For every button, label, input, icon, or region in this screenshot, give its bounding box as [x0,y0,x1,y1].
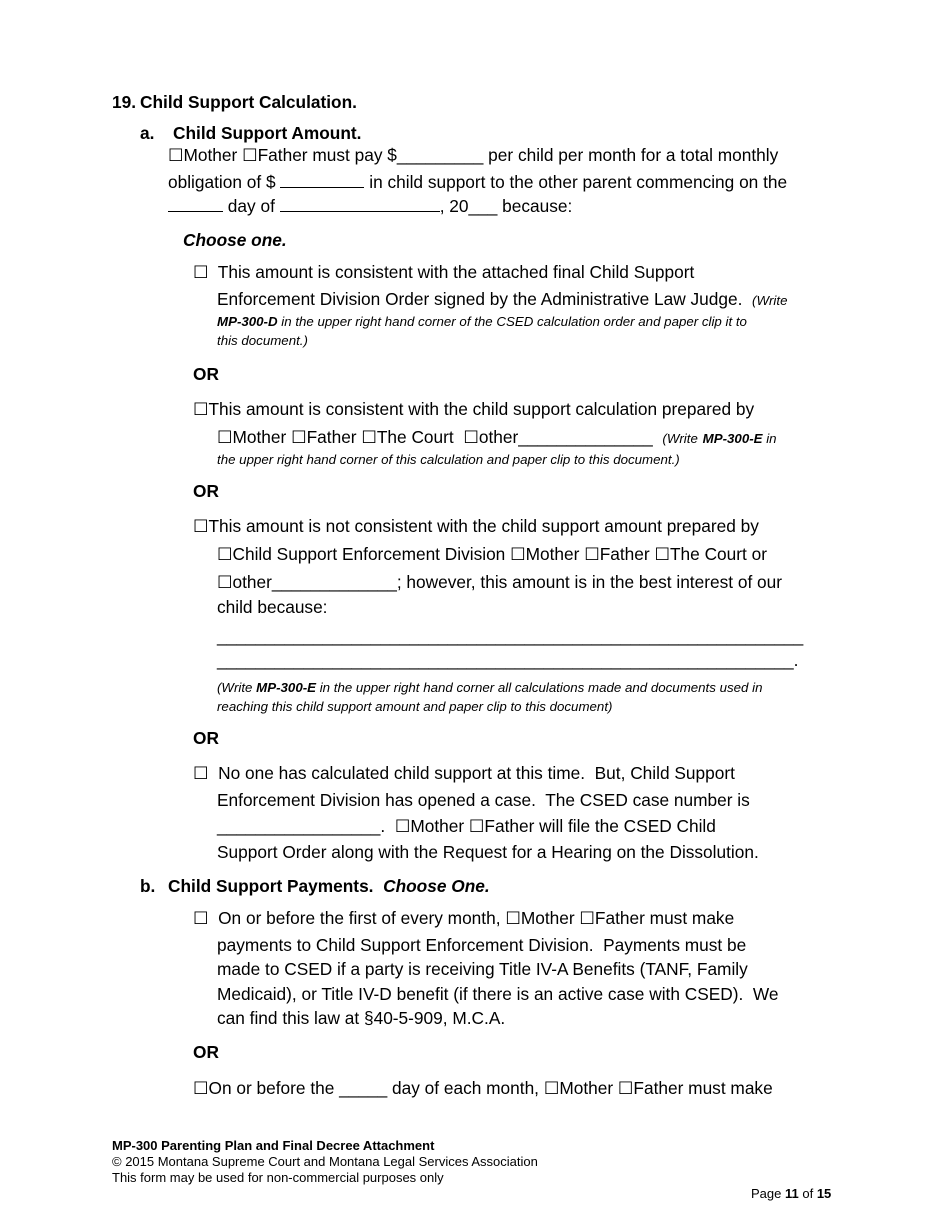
payment-option1-line1: ☐ On or before the first of every month, ☐Mother ☐Father must make [193,908,735,929]
payment-option2-line1: ☐On or before the _____ day of each month, ☐Mother ☐Father must make [193,1078,773,1099]
option3-other-checkbox[interactable]: ☐ [217,573,233,593]
option4-line2: Enforcement Division has opened a case. The CSED case number is [217,790,750,810]
option3-reason-blank-2[interactable]: ____________________________________________________________. [217,650,799,670]
payment-option1-mother-checkbox[interactable]: ☐ [505,909,521,929]
option4-father-checkbox[interactable]: ☐ [468,817,485,837]
payment-option1-checkbox[interactable]: ☐ [193,909,209,929]
commence-year-blank[interactable]: ___ [468,196,498,216]
or-label-2: OR [193,481,219,501]
payment-option2-father-checkbox[interactable]: ☐ [617,1079,634,1099]
part-b-title: Child Support Payments. [168,876,374,896]
option2-line2: ☐Mother ☐Father ☐The Court ☐other______________ (Write MP-300-E in [217,427,777,448]
option4-line3: _________________. ☐Mother ☐Father will file the CSED Child [217,816,716,837]
option2-line1: ☐This amount is consistent with the child support calculation prepared by [193,399,755,420]
part-b-heading [168,876,490,896]
amount-line-1: ☐Mother ☐Father must pay $_________ per child per month for a total monthly [168,145,779,166]
or-label-3: OR [193,728,219,748]
payment-option1-line2: payments to Child Support Enforcement Division. Payments must be [217,935,747,955]
footer-form-title: MP-300 Parenting Plan and Final Decree Attachment [112,1138,435,1153]
option4-mother-checkbox[interactable]: ☐ [394,817,411,837]
payment-option1-line5: can find this law at §40-5-909, M.C.A. [217,1008,506,1028]
part-b-choose-one: Choose One. [383,876,490,896]
commence-day-blank[interactable] [168,196,223,212]
option2-court-checkbox[interactable]: ☐ [361,428,377,448]
footer-usage: This form may be used for non-commercial purposes only [112,1170,444,1185]
option3-reason-blank-1[interactable]: _____________________________________________________________ [217,626,804,646]
option3-checkbox[interactable]: ☐ [193,517,209,537]
option3-line4: child because: [217,597,328,617]
total-obligation-blank[interactable] [280,172,364,188]
option3-note: (Write MP-300-E in the upper right hand corner all calculations made and documents used in [217,680,763,695]
payment-option2-mother-checkbox[interactable]: ☐ [543,1079,560,1099]
option4-checkbox[interactable]: ☐ [193,764,209,784]
payment-option1-line3: made to CSED if a party is receiving Title IV-A Benefits (TANF, Family [217,959,748,979]
option1-line2: Enforcement Division Order signed by the Administrative Law Judge. (Write [217,289,788,309]
page-number: Page 11 of 15 [751,1186,832,1201]
footer-copyright: © 2015 Montana Supreme Court and Montana Legal Services Association [112,1154,538,1169]
option3-father-checkbox[interactable]: ☐ [584,545,600,565]
part-b-letter: b. [140,876,156,896]
option2-note-line2: the upper right hand corner of this calculation and paper clip to this document.) [217,452,680,467]
csed-case-number-blank[interactable]: _________________. [217,816,386,836]
payment-option1-father-checkbox[interactable]: ☐ [579,909,595,929]
option1-checkbox[interactable]: ☐ [193,263,209,283]
payment-option2-checkbox[interactable]: ☐ [193,1079,209,1099]
mother-pays-checkbox[interactable]: ☐ [168,146,184,166]
option3-csed-checkbox[interactable]: ☐ [217,545,233,565]
option3-line2: ☐Child Support Enforcement Division ☐Mother ☐Father ☐The Court or [217,544,767,565]
option2-mother-checkbox[interactable]: ☐ [217,428,233,448]
or-label-1: OR [193,364,219,384]
part-a-letter: a. [140,123,155,143]
option2-checkbox[interactable]: ☐ [193,400,209,420]
part-a-title: Child Support Amount. [173,123,362,143]
option4-line4: Support Order along with the Request for a Hearing on the Dissolution. [217,842,759,862]
option3-note-line2: reaching this child support amount and paper clip to this document) [217,699,613,714]
commence-month-blank[interactable] [280,196,440,212]
father-pays-checkbox[interactable]: ☐ [242,146,258,166]
choose-one-label: Choose one. [183,230,287,250]
option3-mother-checkbox[interactable]: ☐ [510,545,526,565]
option3-line1: ☐This amount is not consistent with the child support amount prepared by [193,516,759,537]
section-number: 19. [112,92,137,112]
option1-line1: ☐ This amount is consistent with the attached final Child Support [193,262,695,283]
amount-line-3: day of , 20___ because: [168,196,572,216]
option1-note-line3: this document.) [217,333,308,348]
option4-line1: ☐ No one has calculated child support at this time. But, Child Support [193,763,735,784]
option3-court-checkbox[interactable]: ☐ [654,545,670,565]
option2-other-checkbox[interactable]: ☐ [463,428,479,448]
payment-option1-line4: Medicaid), or Title IV-D benefit (if there is an active case with CSED). We [217,984,779,1004]
amount-line-2: obligation of $ in child support to the other parent commencing on the [168,172,788,192]
or-label-4: OR [193,1042,219,1062]
option1-note: MP-300-D in the upper right hand corner of the CSED calculation order and paper clip it to [217,314,747,329]
section-title: Child Support Calculation. [140,92,357,112]
option3-line3: ☐other_____________; however, this amount is in the best interest of our [217,572,783,593]
option2-father-checkbox[interactable]: ☐ [291,428,307,448]
